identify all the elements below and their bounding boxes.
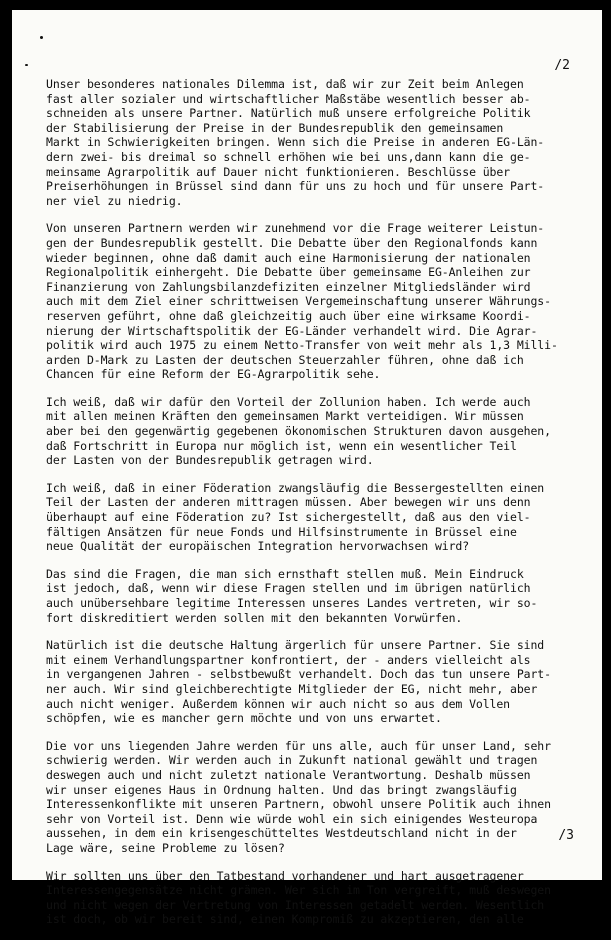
paragraph: Wir sollten uns über den Tatbestand vorhandener und hart ausgetragener Interessengegensätze nicht grämen. Wer sich im Ton vergreift, muß deswegen und nicht wegen der Vertretung von Interessen getadelt werden. Wesentlich ist doch, ob wir bereit sind, einen Kompromiß zu akzeptieren, den alle — [46, 868, 551, 927]
paragraph: Das sind die Fragen, die man sich ernsthaft stellen muß. Mein Eindruck ist jedoch, daß, wenn wir diese Fragen stellen und im übrigen natürlich auch unübersehbare legitime Interessen unseres Landes vertreten, wir so- fort diskreditiert werden sollen mit den bekannten Vorwürfen. — [46, 566, 538, 625]
paragraph: Die vor uns liegenden Jahre werden für uns alle, auch für unser Land, sehr schwierig werden. Wir werden auch in Zukunft national gewählt und tragen deswegen auch und nicht zuletzt nationale Verantwortung. Deshalb müssen wir unser eigenes Haus in Ordnung halten. Und das bringt zwangsläufig Interessenkonflikte mit unseren Partnern, obwohl unsere Politik auch ihnen sehr von Vorteil ist. Denn wie würde wohl ein sich einigendes Westeuropa aussehen, in dem ein krisengeschütteltes Westdeutschland nicht in der Lage wäre, seine Probleme zu lösen? — [46, 738, 551, 855]
page-number-bottom: /3 — [558, 828, 574, 843]
scan-speck — [40, 36, 43, 39]
paragraph: Von unseren Partnern werden wir zunehmend vor die Frage weiterer Leistun- gen der Bundesrepublik gestellt. Die Debatte über den Regionalfonds kann wieder beginnen, ohne daß damit auch eine Harmonisierung der nationalen Regionalpolitik einhergeht. Die Debatte über gemeinsame EG-Anleihen zur Finanzierung von Zahlungsbilanzdefiziten einzelner Mitgliedsländer wird auch mit dem Ziel einer schrittweisen Vergemeinschaftung unserer Währungs- reserven geführt, ohne daß gleichzeitig auch über eine wirksame Koordi- nierung der Wirtschaftspolitik der EG-Länder verhandelt wird. Die Agrar- politik wird auch 1975 zu einem Netto-Transfer von weit mehr als 1,3 Milli- arden D-Mark zu Lasten der deutschen Steuerzahler führen, ohne daß ich Chancen für eine Reform der EG-Agrarpolitik sehe. — [46, 221, 558, 382]
paragraph: Ich weiß, daß in einer Föderation zwangsläufig die Bessergestellten einen Teil der Lasten der anderen mittragen müssen. Aber bewegen wir uns denn überhaupt auf eine Föderation zu? Ist sichergestellt, daß aus den viel- fältigen Ansätzen für neue Fonds und Hilfsinstrumente in Brüssel eine neue Qualität der europäischen Integration hervorwachsen wird? — [46, 480, 545, 554]
document-page — [12, 10, 602, 927]
scan-speck — [25, 64, 28, 66]
body-text — [46, 77, 586, 940]
paragraph: Natürlich ist die deutsche Haltung ärgerlich für unsere Partner. Sie sind mit einem Verhandlungspartner konfrontiert, der - anders vielleicht als in vergangenen Jahren - selbstbewußt verhandelt. Doch das tun unsere Part- ner auch. Wir sind gleichberechtigte Mitglieder der EG, nicht mehr, aber auch nicht weniger. Außerdem können wir auch nicht so aus dem Vollen schöpfen, wie es mancher gern möchte und von uns erwartet. — [46, 638, 551, 726]
page-number-top: /2 — [554, 58, 570, 73]
paragraph: Ich weiß, daß wir dafür den Vorteil der Zollunion haben. Ich werde auch mit allen meinen Kräften den gemeinsamen Markt verteidigen. Wir müssen aber bei den gegenwärtig gegebenen ökonomischen Strukturen davon ausgehen, daß Fortschritt in Europa nur möglich ist, wenn ein wesentlicher Teil der Lasten von der Bundesrepublik getragen wird. — [46, 394, 551, 468]
paragraph: Unser besonderes nationales Dilemma ist, daß wir zur Zeit beim Anlegen fast aller sozialer und wirtschaftlicher Maßstäbe wesentlich besser ab- schneiden als unsere Partner. Natürlich muß unsere erfolgreiche Politik der Stabilisierung der Preise in der Bundesrepublik den gemeinsamen Markt in Schwierigkeiten bringen. Wenn sich die Preise in anderen EG-Län- dern zwei- bis dreimal so schnell erhöhen wie bei uns,dann kann die ge- meinsame Agrarpolitik auf Dauer nicht funktionieren. Beschlüsse über Preiserhöhungen in Brüssel sind dann für uns zu hoch und für unsere Part- ner viel zu niedrig. — [46, 77, 545, 208]
